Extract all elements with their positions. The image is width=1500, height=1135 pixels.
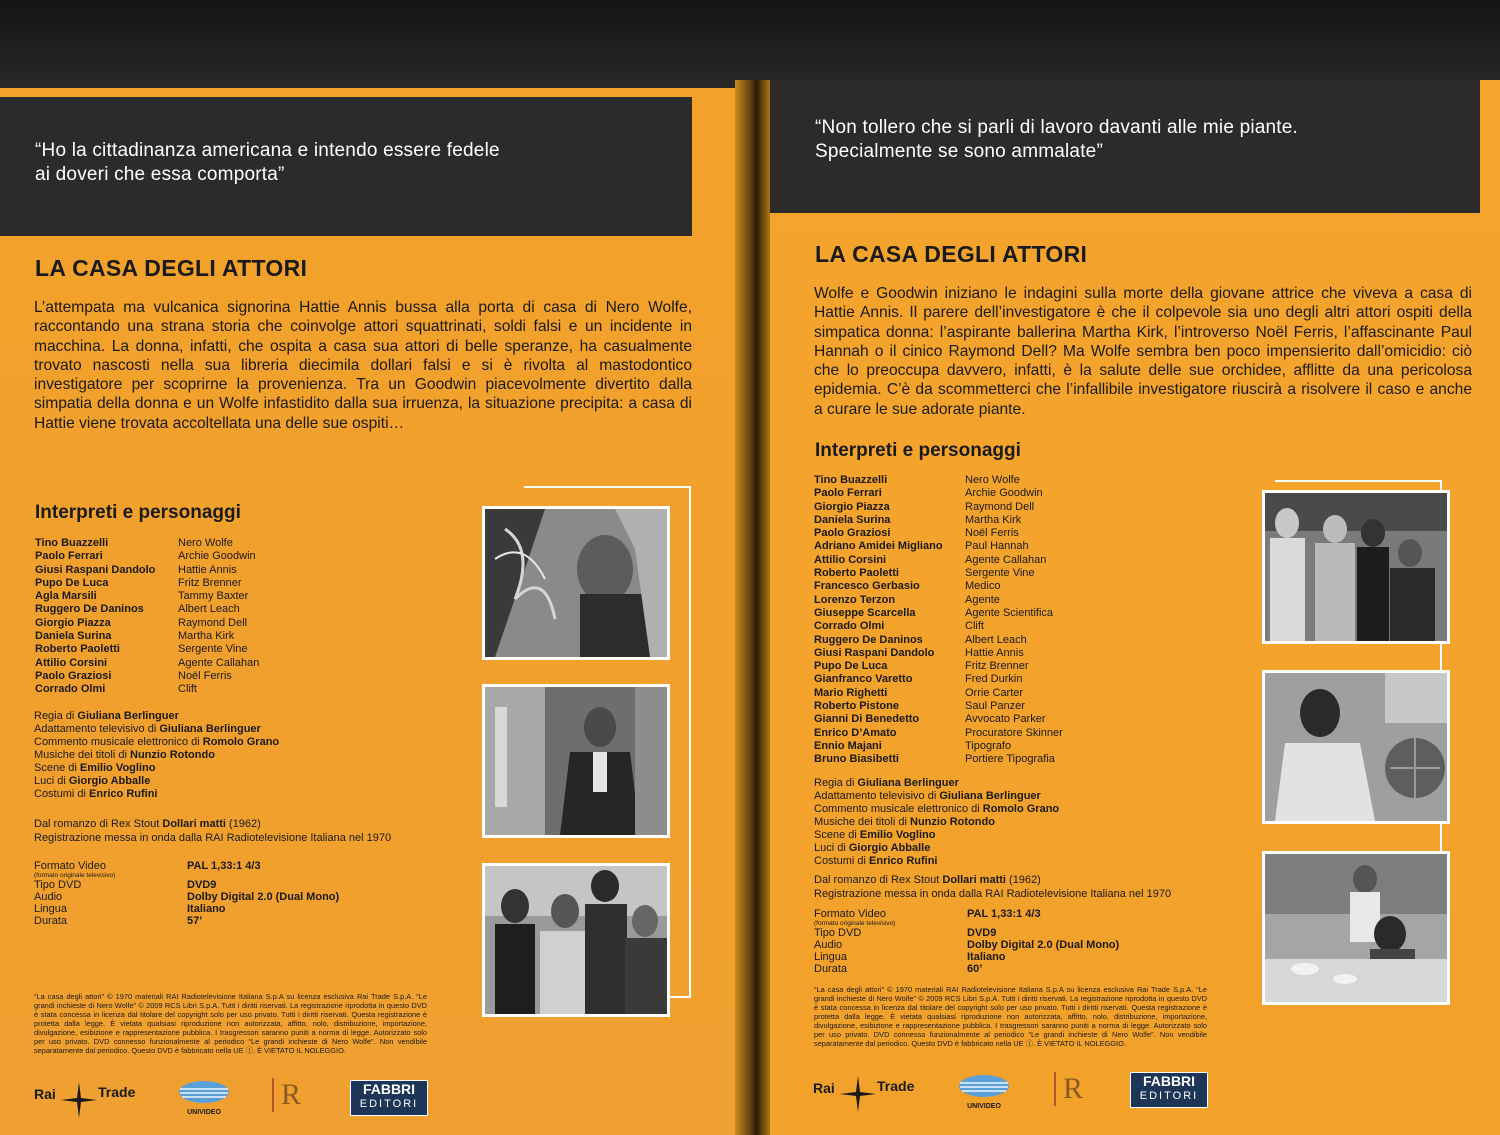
actor-name: Roberto Paoletti [35, 643, 120, 656]
credit-role: Commento musicale elettronico di [34, 736, 203, 748]
cast-row [35, 603, 259, 616]
character-name: Clift [178, 683, 197, 696]
credit-role: Costumi di [34, 788, 90, 800]
actor-name: Paolo Graziosi [814, 527, 891, 540]
univideo-logo [958, 1074, 1010, 1110]
credit-line [34, 788, 279, 801]
credit-person: Enrico Rufini [869, 855, 938, 867]
spec-label: Tipo DVD [814, 927, 862, 939]
cast-list [35, 537, 259, 697]
spec-row [34, 879, 339, 891]
character-name: Sergente Vine [965, 567, 1035, 580]
spec-label-group [814, 951, 967, 963]
credit-person: Giuliana Berlinguer [77, 710, 179, 722]
credit-person: Nunzio Rotondo [910, 816, 995, 828]
character-name: Sergente Vine [178, 643, 248, 656]
credit-role: Luci di [34, 775, 69, 787]
case-spine [735, 80, 771, 1135]
rizzoli-letter: R [272, 1078, 308, 1112]
spec-value: PAL 1,33:1 4/3 [187, 860, 261, 872]
credit-person: Giuliana Berlinguer [857, 777, 959, 789]
actor-name: Lorenzo Terzon [814, 593, 896, 606]
actor-name: Agla Marsili [35, 590, 97, 603]
crew-credits [34, 710, 279, 801]
actor-name: Ruggero De Daninos [814, 633, 923, 646]
cast-row [814, 620, 1063, 633]
quote-band [770, 80, 1480, 213]
character-name: Martha Kirk [965, 513, 1022, 526]
spec-label: Durata [34, 915, 68, 927]
fabbri-label: FABBRI [1142, 1073, 1196, 1089]
cast-row [814, 567, 1063, 580]
spec-label-group [34, 915, 187, 927]
credit-line [34, 736, 279, 749]
scene-photo-1-image [485, 509, 667, 657]
credit-person: Romolo Grano [982, 803, 1060, 815]
spec-label-group [814, 939, 967, 951]
credit-line [814, 790, 1059, 803]
spec-row [34, 903, 339, 915]
cast-row [814, 727, 1063, 740]
fabbri-editori-logo [1130, 1072, 1208, 1108]
cast-row [814, 700, 1063, 713]
novel-title: Dollari matti [942, 874, 1006, 886]
spec-note: (formato originale televisivo) [814, 920, 896, 927]
credit-person: Giorgio Abballe [848, 842, 931, 854]
spec-value: DVD9 [967, 927, 997, 939]
spec-row [814, 908, 1119, 927]
credit-person: Romolo Grano [202, 736, 280, 748]
novel-year: (1962) [1005, 874, 1041, 886]
editori-label: EDITORI [359, 1098, 419, 1110]
scene-photo-2 [1262, 670, 1450, 824]
tech-specs [34, 860, 339, 927]
univideo-logo [178, 1080, 230, 1116]
character-name: Noël Ferris [965, 527, 1019, 540]
episode-title: LA CASA DEGLI ATTORI [815, 241, 1088, 267]
novel-title: Dollari matti [162, 818, 226, 830]
cast-row [35, 630, 259, 643]
quote-text: “Non tollero che si parli di lavoro davanti alle mie piante. Specialmente se sono ammalate” [815, 117, 1299, 162]
character-name: Albert Leach [178, 603, 240, 616]
cast-row [814, 501, 1063, 514]
rai-star-icon [59, 1080, 99, 1120]
credit-line [34, 775, 279, 788]
character-name: Portiere Tipografia [965, 753, 1055, 766]
credit-line [814, 803, 1059, 816]
credit-person: Giuliana Berlinguer [939, 790, 1041, 802]
credit-line [814, 816, 1059, 829]
cast-row [814, 740, 1063, 753]
spec-value: DVD9 [187, 879, 217, 891]
character-name: Noël Ferris [178, 669, 232, 682]
spec-label-group [814, 963, 967, 975]
cast-row [814, 647, 1063, 660]
actor-name: Giorgio Piazza [814, 500, 890, 513]
character-name: Archie Goodwin [178, 550, 256, 563]
actor-name: Attilio Corsini [35, 656, 108, 669]
broadcast-info: Registrazione messa in onda dalla RAI Radiotelevisione Italiana nel 1970 [34, 832, 392, 844]
character-name: Orrie Carter [965, 686, 1024, 699]
left-dvd-cover [0, 88, 738, 1135]
credit-person: Enrico Rufini [89, 788, 158, 800]
legal-notice: “La casa degli attori” © 1970 materiali RAI Radiotelevisione Italiana S.p.A su licenza esclusiva Rai Trade S.p.A. “Le grandi inchieste di Nero Wolfe” © 2009 RCS Libri S.p.A. Tutti i diritti riservati. La registrazione riprodotta in questo DVD è stata concessa in licenza dal titolare del copyright solo per uso privato. Tutti i diritti riservati. Questa registrazione è protetta dalla legge. È vietata qualsiasi riproduzione non autorizzata, affitto, nolo, distribuzione, importazione, divulgazione, esibizione e rappresentazione pubblica. I trasgressori saranno puniti a norma di legge. Autorizzato solo per uso privato. DVD connesso funzionalmente al periodico “Le grandi inchieste di Nero Wolfe”. Non vendibile separatamente dal periodico. Questo DVD è fabbricato nella UE Ⓘ. È VIETATO IL NOLEGGIO. [814, 985, 1207, 1048]
actor-name: Giuseppe Scarcella [814, 606, 916, 619]
credit-person: Nunzio Rotondo [130, 749, 215, 761]
actor-name: Ennio Majani [814, 739, 882, 752]
credit-person: Giorgio Abballe [68, 775, 151, 787]
rizzoli-letter: R [1054, 1072, 1090, 1106]
cast-row [35, 537, 259, 550]
broadcast-info: Registrazione messa in onda dalla RAI Radiotelevisione Italiana nel 1970 [814, 888, 1172, 900]
character-name: Procuratore Skinner [965, 726, 1063, 739]
actor-name: Bruno Biasibetti [814, 753, 899, 766]
character-name: Paul Hannah [965, 540, 1029, 553]
actor-name: Enrico D’Amato [814, 726, 897, 739]
cast-row [814, 753, 1063, 766]
actor-name: Pupo De Luca [814, 660, 888, 673]
cast-row [814, 594, 1063, 607]
character-name: Agente Callahan [965, 553, 1047, 566]
univideo-label: UNIVIDEO [967, 1103, 1001, 1110]
credit-person: Giuliana Berlinguer [159, 723, 261, 735]
actor-name: Paolo Graziosi [35, 669, 112, 682]
credit-line [814, 829, 1059, 842]
actor-name: Gianfranco Varetto [814, 673, 913, 686]
crew-credits [814, 777, 1059, 868]
credit-line [34, 710, 279, 723]
actor-name: Gianni Di Benedetto [814, 713, 920, 726]
spec-value: 57’ [187, 915, 203, 927]
spec-label-group [34, 879, 187, 891]
credit-role: Adattamento televisivo di [814, 790, 940, 802]
cast-row [814, 660, 1063, 673]
character-name: Saul Panzer [965, 700, 1025, 713]
cast-row [35, 577, 259, 590]
editori-label: EDITORI [1139, 1090, 1199, 1102]
spec-value: Dolby Digital 2.0 (Dual Mono) [967, 939, 1120, 951]
scene-photo-3 [1262, 851, 1450, 1005]
character-name: Fred Durkin [965, 673, 1023, 686]
character-name: Nero Wolfe [178, 537, 233, 549]
actor-name: Tino Buazzelli [814, 474, 888, 486]
spec-label: Tipo DVD [34, 879, 82, 891]
spec-label: Durata [814, 963, 848, 975]
scene-photo-2-image [485, 687, 667, 835]
actor-name: Ruggero De Daninos [35, 603, 144, 616]
actor-name: Corrado Olmi [35, 683, 106, 696]
credit-person: Emilio Voglino [79, 762, 156, 774]
character-name: Albert Leach [965, 633, 1027, 646]
fabbri-editori-logo [350, 1080, 428, 1116]
spec-row [814, 963, 1119, 975]
credit-role: Adattamento televisivo di [34, 723, 160, 735]
spec-label: Lingua [34, 903, 68, 915]
character-name: Raymond Dell [178, 616, 248, 629]
spec-label: Lingua [814, 951, 848, 963]
cast-row [814, 540, 1063, 553]
credit-role: Regia di [814, 777, 858, 789]
fabbri-label: FABBRI [362, 1081, 416, 1097]
cast-row [814, 487, 1063, 500]
credit-role: Scene di [34, 762, 80, 774]
credit-line [814, 855, 1059, 868]
character-name: Hattie Annis [178, 563, 237, 576]
scene-photo-1-image [1265, 493, 1447, 641]
character-name: Medico [965, 580, 1001, 593]
rizzoli-logo [272, 1078, 308, 1114]
scene-photo-2-image [1265, 673, 1447, 821]
univideo-icon [178, 1080, 230, 1104]
spec-label: Audio [34, 891, 63, 903]
spec-label-group [814, 927, 967, 939]
actor-name: Giusi Raspani Dandolo [814, 646, 935, 659]
cast-row [814, 634, 1063, 647]
character-name: Agente Scientifica [965, 606, 1054, 619]
actor-name: Pupo De Luca [35, 576, 109, 589]
right-dvd-cover [770, 80, 1500, 1135]
character-name: Hattie Annis [965, 646, 1024, 659]
character-name: Martha Kirk [178, 630, 235, 643]
spec-value: Italiano [187, 903, 226, 915]
actor-name: Daniela Surina [35, 630, 112, 643]
actor-name: Francesco Gerbasio [814, 580, 920, 593]
credit-role: Scene di [814, 829, 860, 841]
character-name: Raymond Dell [965, 500, 1035, 513]
spec-note: (formato originale televisivo) [34, 872, 116, 879]
actor-name: Paolo Ferrari [814, 487, 882, 500]
cast-row [814, 527, 1063, 540]
novel-year: (1962) [225, 818, 261, 830]
spec-row [814, 951, 1119, 963]
spec-label-group [34, 860, 187, 879]
spec-value: PAL 1,33:1 4/3 [967, 908, 1041, 920]
spec-label: Formato Video [34, 860, 106, 872]
synopsis: L’attempata ma vulcanica signorina Hattie Annis bussa alla porta di casa di Nero Wolfe, raccontando una strana storia che coinvolge attori squattrinati, soldi falsi e un incidente in macchina. La donna, infatti, che ospita a casa sua attori di belle speranze, ha casualmente trovato nascosti nella sua libreria diecimila dollari falsi e si è rivolta al mastodontico investigatore per scoprirne la provenienza. Tra un Goodwin piacevolmente divertito dalla simpatia della donna e un Wolfe infastidito dalla sua irruenza, la situazione precipita: a casa di Hattie viene trovata accoltellata una delle sue ospiti… [34, 299, 692, 432]
rai-trade-logo [813, 1074, 923, 1114]
actor-name: Daniela Surina [814, 513, 891, 526]
rai-star-icon [838, 1074, 878, 1114]
character-name: Nero Wolfe [965, 474, 1020, 486]
scene-photo-3 [482, 863, 670, 1017]
cast-row [814, 474, 1063, 487]
quote-band [0, 97, 692, 236]
tech-specs [814, 908, 1119, 975]
credit-role: Costumi di [814, 855, 870, 867]
cast-heading: Interpreti e personaggi [35, 502, 241, 523]
novel-prefix: Dal romanzo di Rex Stout [814, 874, 943, 886]
cast-row [814, 673, 1063, 686]
cast-row [814, 687, 1063, 700]
rai-logo-text: Rai [34, 1086, 56, 1102]
cast-row [35, 670, 259, 683]
credit-role: Commento musicale elettronico di [814, 803, 983, 815]
actor-name: Giorgio Piazza [35, 616, 111, 629]
rizzoli-logo [1054, 1072, 1090, 1108]
spec-row [34, 891, 339, 903]
actor-name: Roberto Paoletti [814, 567, 899, 580]
character-name: Archie Goodwin [965, 487, 1043, 500]
credit-line [34, 749, 279, 762]
scene-photo-3-image [1265, 854, 1447, 1002]
credit-line [34, 762, 279, 775]
actor-name: Paolo Ferrari [35, 550, 103, 563]
scene-photo-1 [1262, 490, 1450, 644]
novel-prefix: Dal romanzo di Rex Stout [34, 818, 163, 830]
univideo-label: UNIVIDEO [187, 1109, 221, 1116]
cast-list [814, 474, 1063, 767]
cast-row [35, 657, 259, 670]
credit-person: Emilio Voglino [859, 829, 936, 841]
cast-row [814, 580, 1063, 593]
spec-row [34, 915, 339, 927]
spec-label-group [34, 891, 187, 903]
cast-row [814, 554, 1063, 567]
spec-row [814, 939, 1119, 951]
spec-label-group [814, 908, 967, 927]
cast-row [814, 713, 1063, 726]
spec-label-group [34, 903, 187, 915]
spec-label: Audio [814, 939, 843, 951]
character-name: Clift [965, 620, 984, 633]
actor-name: Giusi Raspani Dandolo [35, 563, 156, 576]
spec-row [814, 927, 1119, 939]
credit-line [814, 777, 1059, 790]
scene-photo-1 [482, 506, 670, 660]
character-name: Tipografo [965, 739, 1012, 752]
trade-logo-text: Trade [98, 1084, 136, 1100]
scene-photo-3-image [485, 866, 667, 1014]
legal-notice: “La casa degli attori” © 1970 materiali RAI Radiotelevisione Italiana S.p.A su licenza esclusiva Rai Trade S.p.A. “Le grandi inchieste di Nero Wolfe” © 2009 RCS Libri S.p.A. Tutti i diritti riservati. La registrazione riprodotta in questo DVD è stata concessa in licenza dal titolare del copyright solo per uso privato. Tutti i diritti riservati. Questa registrazione è protetta dalla legge. È vietata qualsiasi riproduzione non autorizzata, affitto, nolo, distribuzione, importazione, divulgazione, esibizione e rappresentazione pubblica. I trasgressori saranno puniti a norma di legge. Autorizzato solo per uso privato. DVD connesso funzionalmente al periodico “Le grandi inchieste di Nero Wolfe”. Non vendibile separatamente dal periodico. Questo DVD è fabbricato nella UE Ⓘ. È VIETATO IL NOLEGGIO. [34, 992, 427, 1055]
cast-row [35, 683, 259, 696]
actor-name: Mario Righetti [814, 686, 888, 699]
source-info [814, 873, 1171, 901]
credit-line [34, 723, 279, 736]
actor-name: Tino Buazzelli [35, 537, 109, 549]
character-name: Fritz Brenner [965, 660, 1029, 673]
spec-value: 60’ [967, 963, 983, 975]
character-name: Agente Callahan [178, 656, 260, 669]
actor-name: Roberto Pistone [814, 700, 899, 713]
cast-row [35, 617, 259, 630]
spec-value: Italiano [967, 951, 1006, 963]
quote-text: “Ho la cittadinanza americana e intendo essere fedele ai doveri che essa comporta” [35, 140, 500, 185]
scene-photo-2 [482, 684, 670, 838]
rai-trade-logo [34, 1080, 144, 1120]
cast-row [35, 550, 259, 563]
cast-row [35, 643, 259, 656]
cast-row [35, 564, 259, 577]
credit-role: Musiche dei titoli di [34, 749, 130, 761]
actor-name: Corrado Olmi [814, 620, 885, 633]
character-name: Tammy Baxter [178, 590, 249, 603]
cast-row [814, 514, 1063, 527]
cast-heading: Interpreti e personaggi [815, 440, 1021, 461]
credit-line [814, 842, 1059, 855]
credit-role: Luci di [814, 842, 849, 854]
rai-logo-text: Rai [813, 1080, 835, 1096]
spec-row [34, 860, 339, 879]
univideo-icon [958, 1074, 1010, 1098]
spec-label: Formato Video [814, 908, 886, 920]
cast-row [35, 590, 259, 603]
credit-role: Musiche dei titoli di [814, 816, 910, 828]
spec-value: Dolby Digital 2.0 (Dual Mono) [187, 891, 340, 903]
trade-logo-text: Trade [877, 1078, 915, 1094]
actor-name: Attilio Corsini [814, 553, 887, 566]
cast-row [814, 607, 1063, 620]
episode-title: LA CASA DEGLI ATTORI [35, 255, 308, 281]
credit-role: Regia di [34, 710, 78, 722]
character-name: Fritz Brenner [178, 576, 242, 589]
source-info [34, 817, 391, 845]
synopsis: Wolfe e Goodwin iniziano le indagini sulla morte della giovane attrice che viveva a casa di Hattie Annis. Il parere dell’investigatore è che il colpevole sia uno degli altri attori ospiti della simpatica donna: l’aspirante ballerina Martha Kirk, l’introverso Noël Ferris, l’affascinante Paul Hannah o il cinico Raymond Dell? Ma Wolfe sembra ben poco impensierito dall’omicidio: ciò che lo preoccupa davvero, infatti, è la salute delle sue orchidee, afflitte da una pericolosa epidemia. C’è da scommetterci che l’infallibile investigatore riuscirà a risolvere il caso e anche a curare le sue adorate piante. [814, 285, 1472, 418]
character-name: Avvocato Parker [965, 713, 1046, 726]
actor-name: Adriano Amidei Migliano [814, 540, 943, 553]
character-name: Agente [965, 593, 1000, 606]
